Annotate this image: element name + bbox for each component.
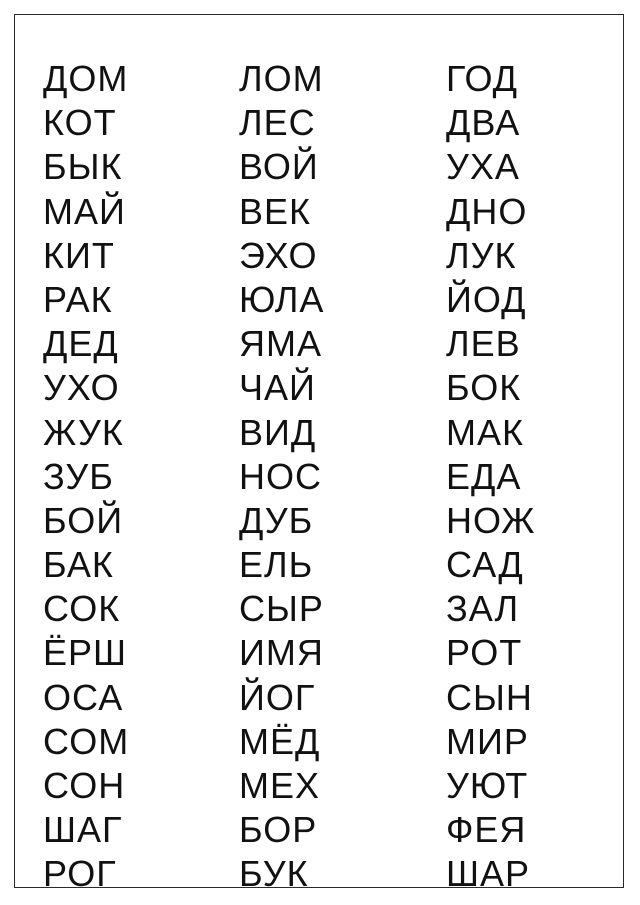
word-item: БОК — [446, 367, 522, 409]
word-item: СЫР — [239, 588, 324, 630]
word-item: ЭХО — [239, 234, 318, 276]
word-item: ЙОД — [446, 278, 527, 320]
word-item: ЛОМ — [239, 58, 324, 99]
word-item: ЁРШ — [43, 632, 128, 674]
word-item: БОЙ — [43, 499, 124, 541]
word-column-3 — [446, 57, 535, 897]
word-item: МАК — [446, 411, 524, 453]
word-item: ШАГ — [43, 809, 123, 851]
word-item: КОТ — [43, 102, 117, 144]
word-item: БЫК — [43, 146, 123, 188]
word-item: МИР — [446, 720, 529, 762]
word-item: ЛУК — [446, 234, 517, 276]
word-item: ДОМ — [43, 58, 129, 99]
word-item: ЛЕВ — [446, 323, 521, 365]
word-item: ГОД — [446, 58, 519, 99]
word-item: ИМЯ — [239, 632, 324, 674]
word-item: КИТ — [43, 234, 115, 276]
word-item: БУК — [239, 853, 309, 895]
word-item: ЕЛЬ — [239, 544, 314, 586]
word-item: СОН — [43, 765, 126, 806]
word-column-1 — [43, 57, 129, 897]
word-item: УХО — [43, 367, 120, 409]
word-item: ШАР — [446, 853, 531, 895]
word-item: ВИД — [239, 411, 317, 453]
word-item: ЮЛА — [239, 278, 325, 320]
word-item: ДВА — [446, 102, 521, 144]
word-item: ОСА — [43, 676, 124, 718]
word-item: ВОЙ — [239, 146, 319, 188]
word-item: РОГ — [43, 853, 117, 895]
word-item: МАЙ — [43, 190, 126, 232]
word-item: ДЕД — [43, 323, 119, 365]
word-item: МЕХ — [239, 765, 321, 806]
word-item: СОК — [43, 588, 121, 630]
word-item: НОЖ — [446, 499, 536, 541]
word-item: ФЕЯ — [446, 809, 527, 851]
word-item: ДНО — [446, 190, 528, 232]
word-list-sheet — [14, 14, 624, 895]
word-item: РОТ — [446, 632, 523, 674]
word-item: ЗАЛ — [446, 588, 520, 630]
word-item: УЮТ — [446, 765, 529, 806]
word-item: ЖУК — [43, 411, 124, 453]
word-column-2 — [239, 57, 324, 897]
word-item: ЗУБ — [43, 455, 114, 497]
word-item: ЛЕС — [239, 102, 316, 144]
word-item: МЁД — [239, 720, 321, 762]
word-item: РАК — [43, 278, 113, 320]
word-item: УХА — [446, 146, 520, 188]
word-item: НОС — [239, 455, 322, 497]
word-item: СЫН — [446, 676, 533, 718]
word-item: ЯМА — [239, 323, 322, 365]
word-item: ДУБ — [239, 499, 314, 541]
word-item: ЧАЙ — [239, 367, 316, 409]
word-item: ВЕК — [239, 190, 311, 232]
word-item: САД — [446, 544, 524, 586]
word-item: ЕДА — [446, 455, 522, 497]
word-item: СОМ — [43, 720, 130, 762]
word-item: БАК — [43, 544, 114, 586]
word-item: ЙОГ — [239, 676, 316, 718]
word-item: БОР — [239, 809, 318, 851]
